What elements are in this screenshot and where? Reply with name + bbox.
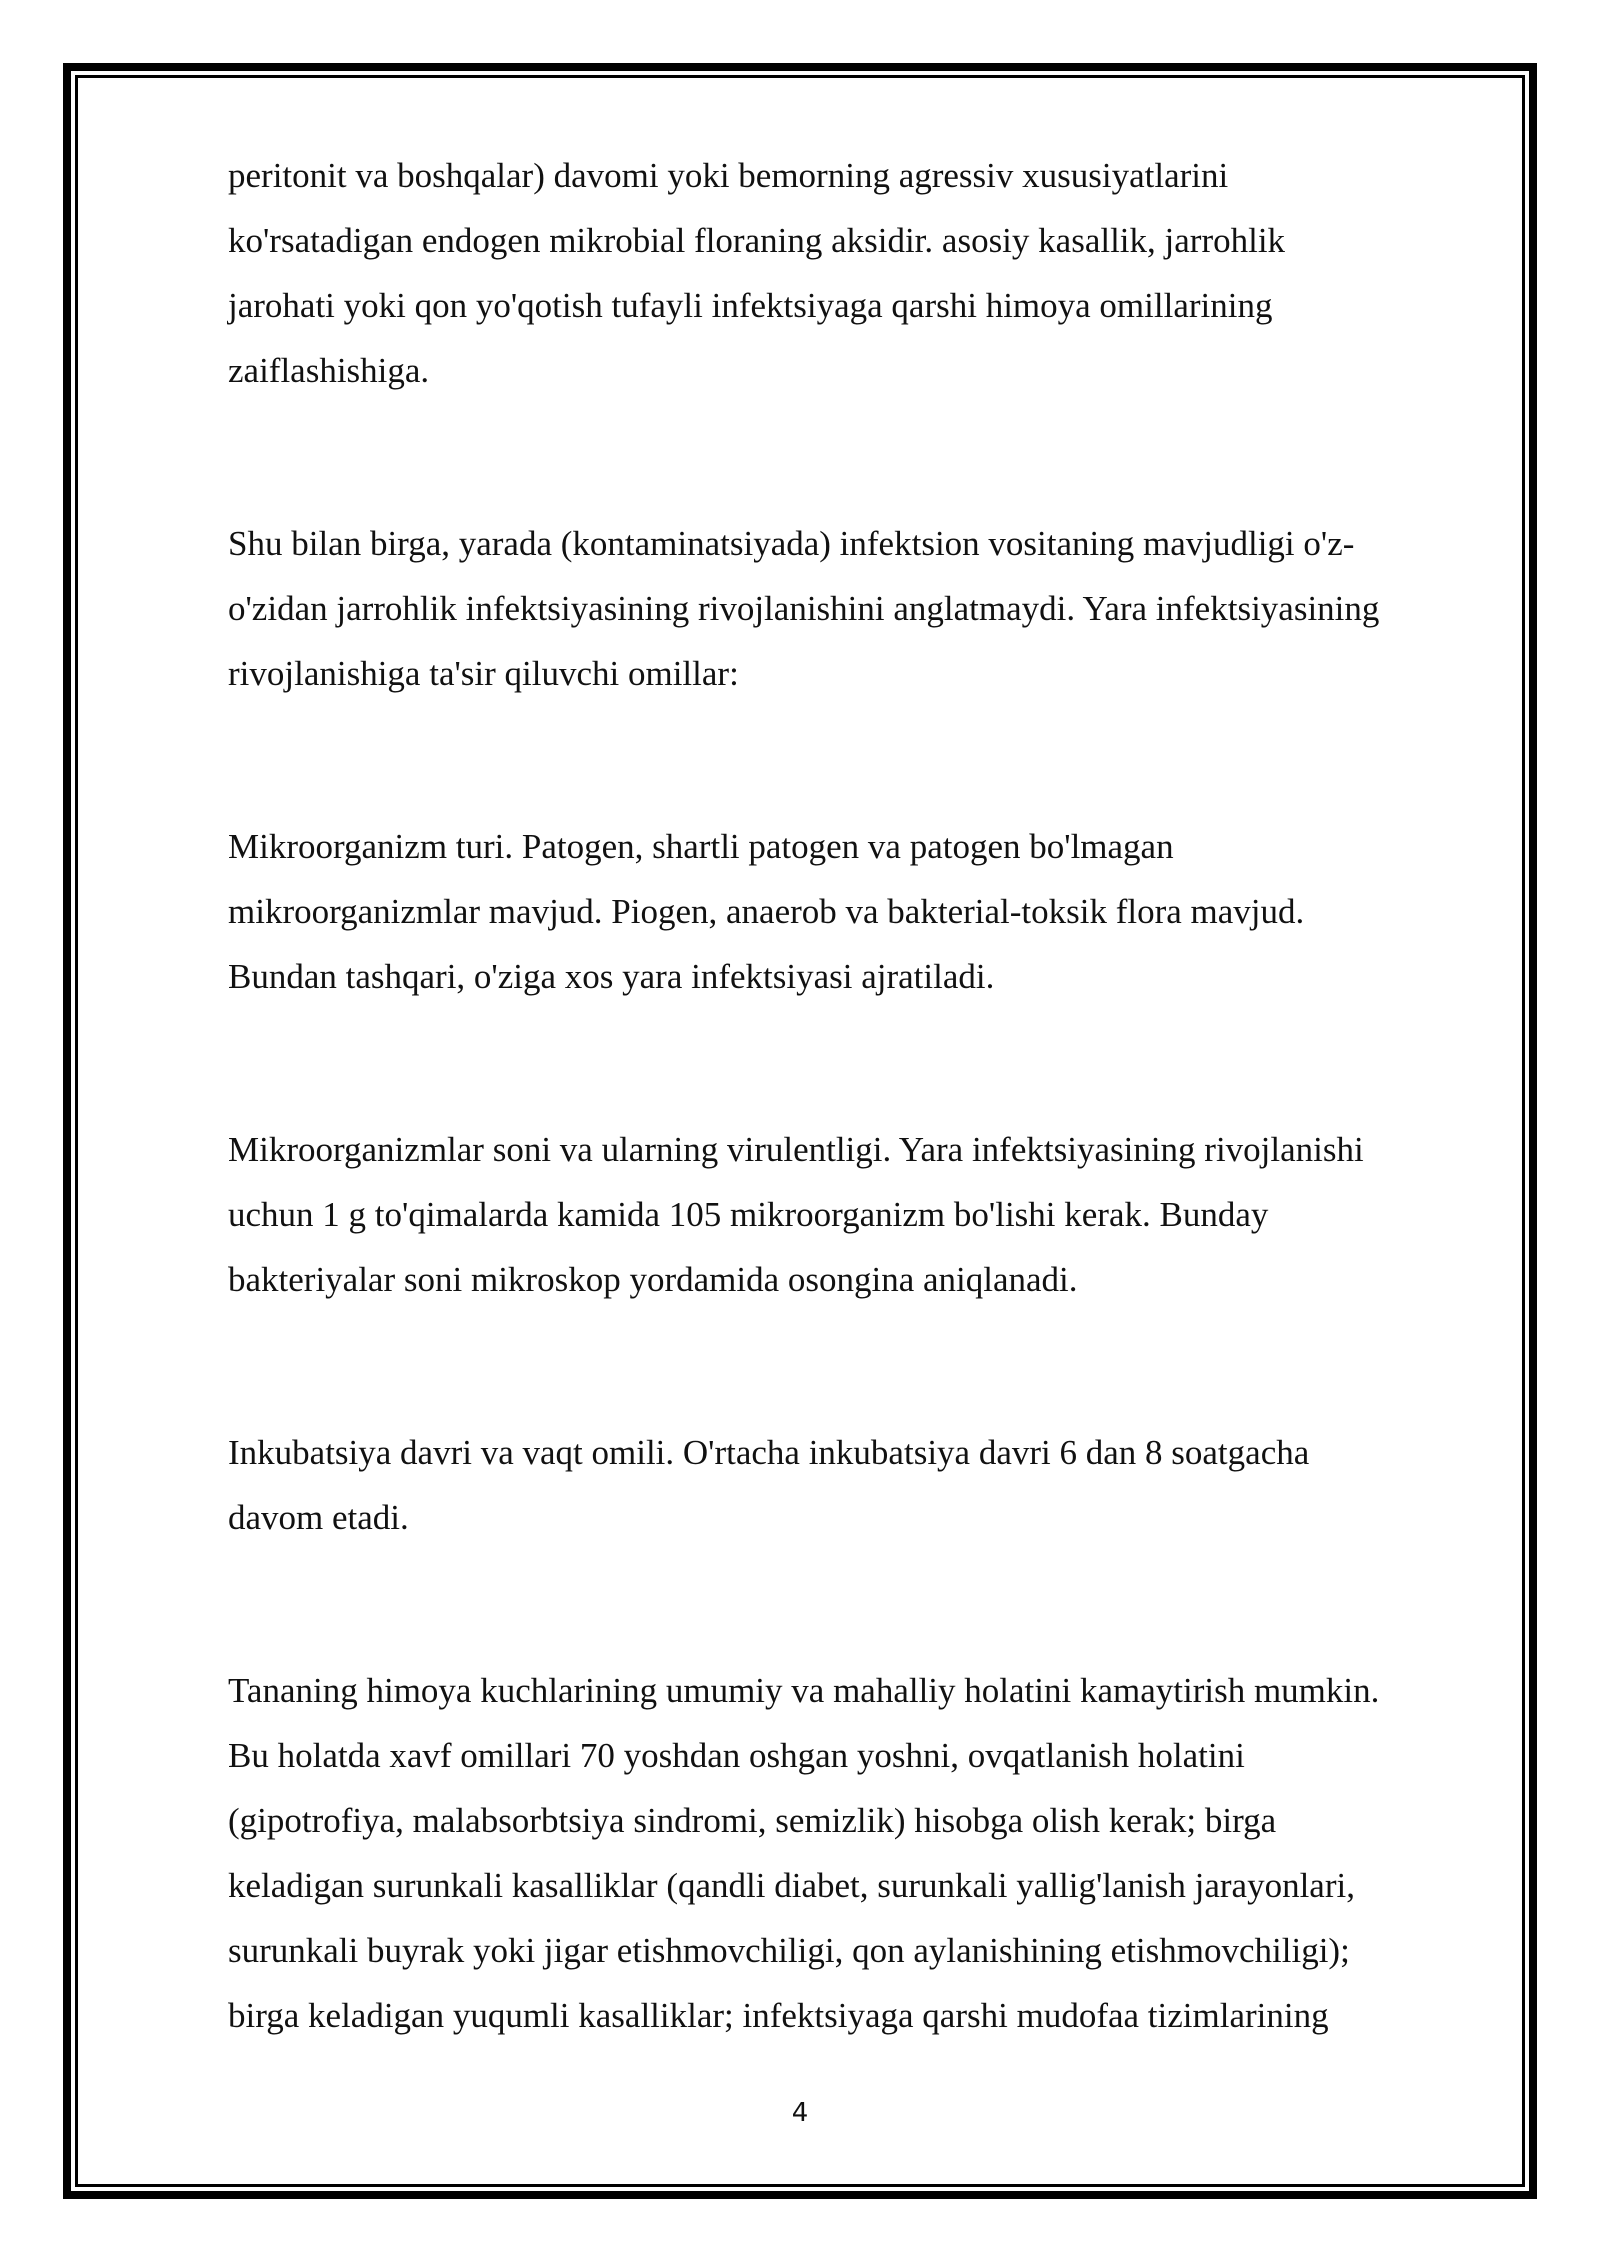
paragraph-6 (228, 1658, 1478, 2048)
paragraph-gap (228, 403, 1478, 511)
paragraph-gap (228, 1312, 1478, 1420)
text-line: rivojlanishiga ta'sir qiluvchi omillar: (228, 654, 739, 693)
text-line: keladigan surunkali kasalliklar (qandli diabet, surunkali yallig'lanish jarayonlari, (228, 1866, 1355, 1905)
text-line: o'zidan jarrohlik infektsiyasining rivojlanishini anglatmaydi. Yara infektsiyasining (228, 589, 1380, 628)
text-line: (gipotrofiya, malabsorbtsiya sindromi, semizlik) hisobga olish kerak; birga (228, 1801, 1277, 1840)
document-body (228, 143, 1478, 2048)
text-line: Mikroorganizmlar soni va ularning virulentligi. Yara infektsiyasining rivojlanishi (228, 1130, 1364, 1169)
text-line: Inkubatsiya davri va vaqt omili. O'rtacha inkubatsiya davri 6 dan 8 soatgacha (228, 1433, 1310, 1472)
paragraph-5 (228, 1420, 1478, 1550)
paragraph-4 (228, 1117, 1478, 1312)
text-line: jarohati yoki qon yo'qotish tufayli infektsiyaga qarshi himoya omillarining (228, 286, 1273, 325)
text-line: Bundan tashqari, o'ziga xos yara infektsiyasi ajratiladi. (228, 957, 995, 996)
text-line: mikroorganizmlar mavjud. Piogen, anaerob va bakterial-toksik flora mavjud. (228, 892, 1305, 931)
text-line: davom etadi. (228, 1498, 409, 1537)
text-line: Shu bilan birga, yarada (kontaminatsiyada) infektsion vositaning mavjudligi o'z- (228, 524, 1355, 563)
paragraph-gap (228, 1009, 1478, 1117)
text-line: zaiflashishiga. (228, 351, 430, 390)
paragraph-gap (228, 706, 1478, 814)
text-line: Bu holatda xavf omillari 70 yoshdan oshgan yoshni, ovqatlanish holatini (228, 1736, 1245, 1775)
paragraph-1 (228, 143, 1478, 403)
text-line: Tananing himoya kuchlarining umumiy va mahalliy holatini kamaytirish mumkin. (228, 1671, 1380, 1710)
text-line: bakteriyalar soni mikroskop yordamida osongina aniqlanadi. (228, 1260, 1078, 1299)
text-line: ko'rsatadigan endogen mikrobial floraning aksidir. asosiy kasallik, jarrohlik (228, 221, 1286, 260)
paragraph-3 (228, 814, 1478, 1009)
page-number: 4 (791, 2098, 809, 2128)
text-line: peritonit va boshqalar) davomi yoki bemorning agressiv xususiyatlarini (228, 156, 1229, 195)
text-line: surunkali buyrak yoki jigar etishmovchiligi, qon aylanishining etishmovchiligi); (228, 1931, 1350, 1970)
text-line: birga keladigan yuqumli kasalliklar; infektsiyaga qarshi mudofaa tizimlarining (228, 1996, 1329, 2035)
text-line: uchun 1 g to'qimalarda kamida 105 mikroorganizm bo'lishi kerak. Bunday (228, 1195, 1269, 1234)
paragraph-2 (228, 511, 1478, 706)
paragraph-gap (228, 1550, 1478, 1658)
text-line: Mikroorganizm turi. Patogen, shartli patogen va patogen bo'lmagan (228, 827, 1174, 866)
